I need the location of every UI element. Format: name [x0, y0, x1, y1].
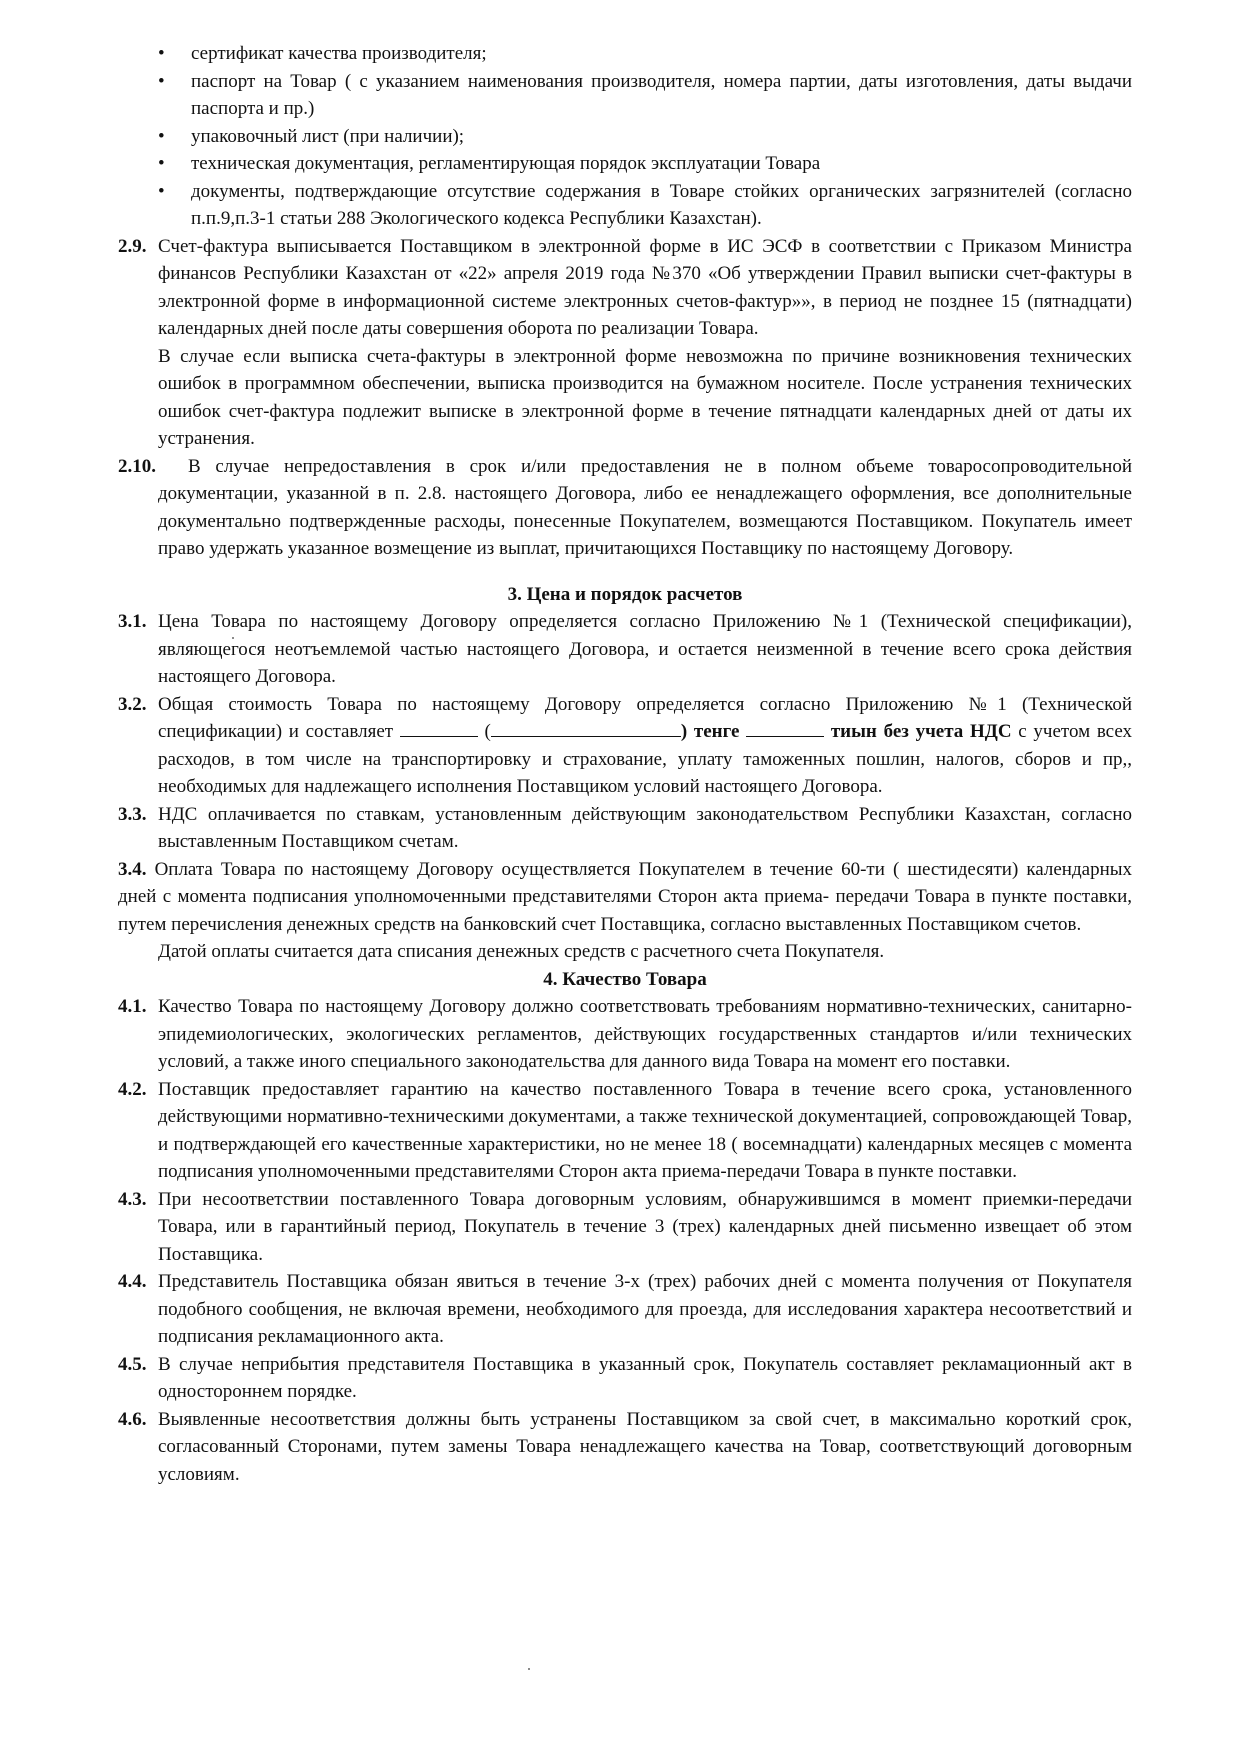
clause-text: Представитель Поставщика обязан явиться в течение 3-х (трех) рабочих дней с момента получения от Покупателя подобного сообщения, не включая времени, необходимого для проезда, для исследования характера несоответствий и подписания рекламационного акта.	[158, 1271, 1132, 1347]
clause-4-2	[118, 1076, 1132, 1186]
section-4-heading: 4. Качество Товара	[543, 968, 707, 990]
tiyn-blank	[746, 718, 824, 737]
clause-text: В случае неприбытия представителя Поставщика в указанный срок, Покупатель составляет рекламационный акт в одностороннем порядке.	[158, 1353, 1132, 1402]
clause-text: Качество Товара по настоящему Договору должно соответствовать требованиям нормативно-технических, санитарно-эпидемиологических, экологических регламентов, действующих государственных стандартов и/или технических условий, а также иного специального законодательства для данного вида Товара на момент его поставки.	[158, 996, 1132, 1072]
clause-number: 3.3.	[118, 803, 147, 825]
clause-3-2	[118, 691, 1132, 801]
clause-4-1	[118, 993, 1132, 1076]
list-item: • техническая документация, регламентирующая порядок эксплуатации Товара	[158, 150, 1132, 178]
clause-3-4-continuation: Датой оплаты считается дата списания денежных средств с расчетного счета Покупателя.	[158, 941, 885, 962]
clause-3-3	[118, 801, 1132, 856]
tiyn-label: тиын без учета НДС	[830, 721, 1012, 742]
clause-number: 4.6.	[118, 1408, 147, 1430]
list-item: • упаковочный лист (при наличии);	[158, 123, 1132, 151]
scan-speck	[232, 637, 234, 639]
clause-number: 3.4.	[118, 858, 147, 880]
clause-2-9-continuation: В случае если выписка счета-фактуры в электронной форме невозможна по причине возникновения технических ошибок в программном обеспечении, выписка производится на бумажном носителе. После устранения технических ошибок счет-фактура подлежит выписке в электронной форме в течение пятнадцати календарных дней от даты их устранения.	[158, 345, 1132, 449]
clause-number: 2.9.	[118, 235, 147, 257]
clause-4-4	[118, 1268, 1132, 1351]
clause-text: Общая стоимость Товара по настоящему Договору определяется согласно Приложению №1 (Технической спецификации) и составляет	[158, 693, 1132, 742]
price-blank	[400, 718, 478, 737]
clause-number: 2.10.	[118, 455, 156, 477]
clause-text: Поставщик предоставляет гарантию на качество поставленного Товара в течение всего срока, установленного действующими нормативно-техническими документами, а также технической документацией, сопровождающей Товар, и подтверждающей его качественные характеристики, но не менее 18 ( восемнадцати) календарных месяцев с момента подписания уполномоченными представителями Сторон акта приема-передачи Товара в пункте поставки.	[158, 1078, 1132, 1182]
clause-number: 4.4.	[118, 1271, 147, 1292]
clause-text: Выявленные несоответствия должны быть устранены Поставщиком за свой счет, в максимально короткий срок, согласованный Сторонами, путем замены Товара ненадлежащего качества на Товар, соответствующий договорным условиям.	[158, 1408, 1132, 1485]
clause-4-5	[118, 1351, 1132, 1406]
clause-4-3	[118, 1186, 1132, 1269]
document-list	[158, 40, 1132, 233]
clause-3-4	[118, 856, 1132, 939]
scan-speck	[528, 1668, 530, 1670]
clause-number: 4.5.	[118, 1353, 147, 1375]
list-item: • сертификат качества производителя;	[158, 40, 1132, 68]
clause-number: 4.1.	[118, 996, 147, 1017]
tenge-label: ) тенге	[680, 721, 740, 742]
clause-text: Цена Товара по настоящему Договору определяется согласно Приложению №1 (Технической спецификации), являющегося неотъемлемой частью настоящего Договора, и остается неизменной в течение всего срока действия настоящего Договора.	[158, 611, 1132, 687]
clause-text: При несоответствии поставленного Товара договорным условиям, обнаружившимся в момент приемки-передачи Товара, или в гарантийный период, Покупатель в течение 3 (трех) календарных дней письменно извещает об этом Поставщика.	[158, 1188, 1132, 1265]
clause-text: В случае непредоставления в срок и/или предоставления не в полном объеме товаросопроводительной документации, указанной в п. 2.8. настоящего Договора, либо ее ненадлежащего оформления, все дополнительные документально подтвержденные расходы, понесенные Покупателем, возмещаются Поставщиком. Покупатель имеет право удержать указанное возмещение из выплат, причитающихся Поставщику по настоящему Договору.	[158, 455, 1132, 559]
clause-2-10	[118, 453, 1132, 563]
clause-2-9	[118, 233, 1132, 343]
clause-text: с учетом всех расходов, в том числе на транспортировку и страхование, уплату таможенных пошлин, налогов, сборов и пр,, необходимых для надлежащего исполнения Поставщиком условий настоящего Договора.	[158, 721, 1133, 797]
open-paren: (	[484, 721, 491, 742]
clause-number: 4.2.	[118, 1078, 147, 1100]
clause-number: 3.2.	[118, 693, 147, 715]
price-words-blank	[491, 718, 681, 737]
clause-4-6	[118, 1406, 1132, 1489]
clause-number: 3.1.	[118, 611, 147, 632]
list-item: • документы, подтверждающие отсутствие содержания в Товаре стойких органических загрязнителей (согласно п.п.9,п.3-1 статьи 288 Экологического кодекса Республики Казахстан).	[158, 178, 1132, 233]
clause-text: НДС оплачивается по ставкам, установленным действующим законодательством Республики Казахстан, согласно выставленным Поставщиком счетам.	[158, 803, 1132, 852]
section-3-heading: 3. Цена и порядок расчетов	[507, 583, 743, 605]
clause-text: Оплата Товара по настоящему Договору осуществляется Покупателем в течение 60-ти ( шестидесяти) календарных дней с момента подписания уполномоченными представителями Сторон акта приема- передачи Товара в пункте поставки, путем перечисления денежных средств на банковский счет Поставщика, согласно выставленных Поставщиком счетов.	[118, 858, 1133, 935]
clause-number: 4.3.	[118, 1188, 147, 1210]
clause-text: Счет-фактура выписывается Поставщиком в электронной форме в ИС ЭСФ в соответствии с Приказом Министра финансов Республики Казахстан от «22» апреля 2019 года №370 «Об утверждении Правил выписки счет-фактуры в электронной форме в информационной системе электронных счетов-фактур»», в период не позднее 15 (пятнадцати) календарных дней после даты совершения оборота по реализации Товара.	[158, 235, 1132, 339]
clause-3-1	[118, 608, 1132, 691]
list-item: • паспорт на Товар ( с указанием наименования производителя, номера партии, даты изготовления, даты выдачи паспорта и пр.)	[158, 68, 1132, 123]
